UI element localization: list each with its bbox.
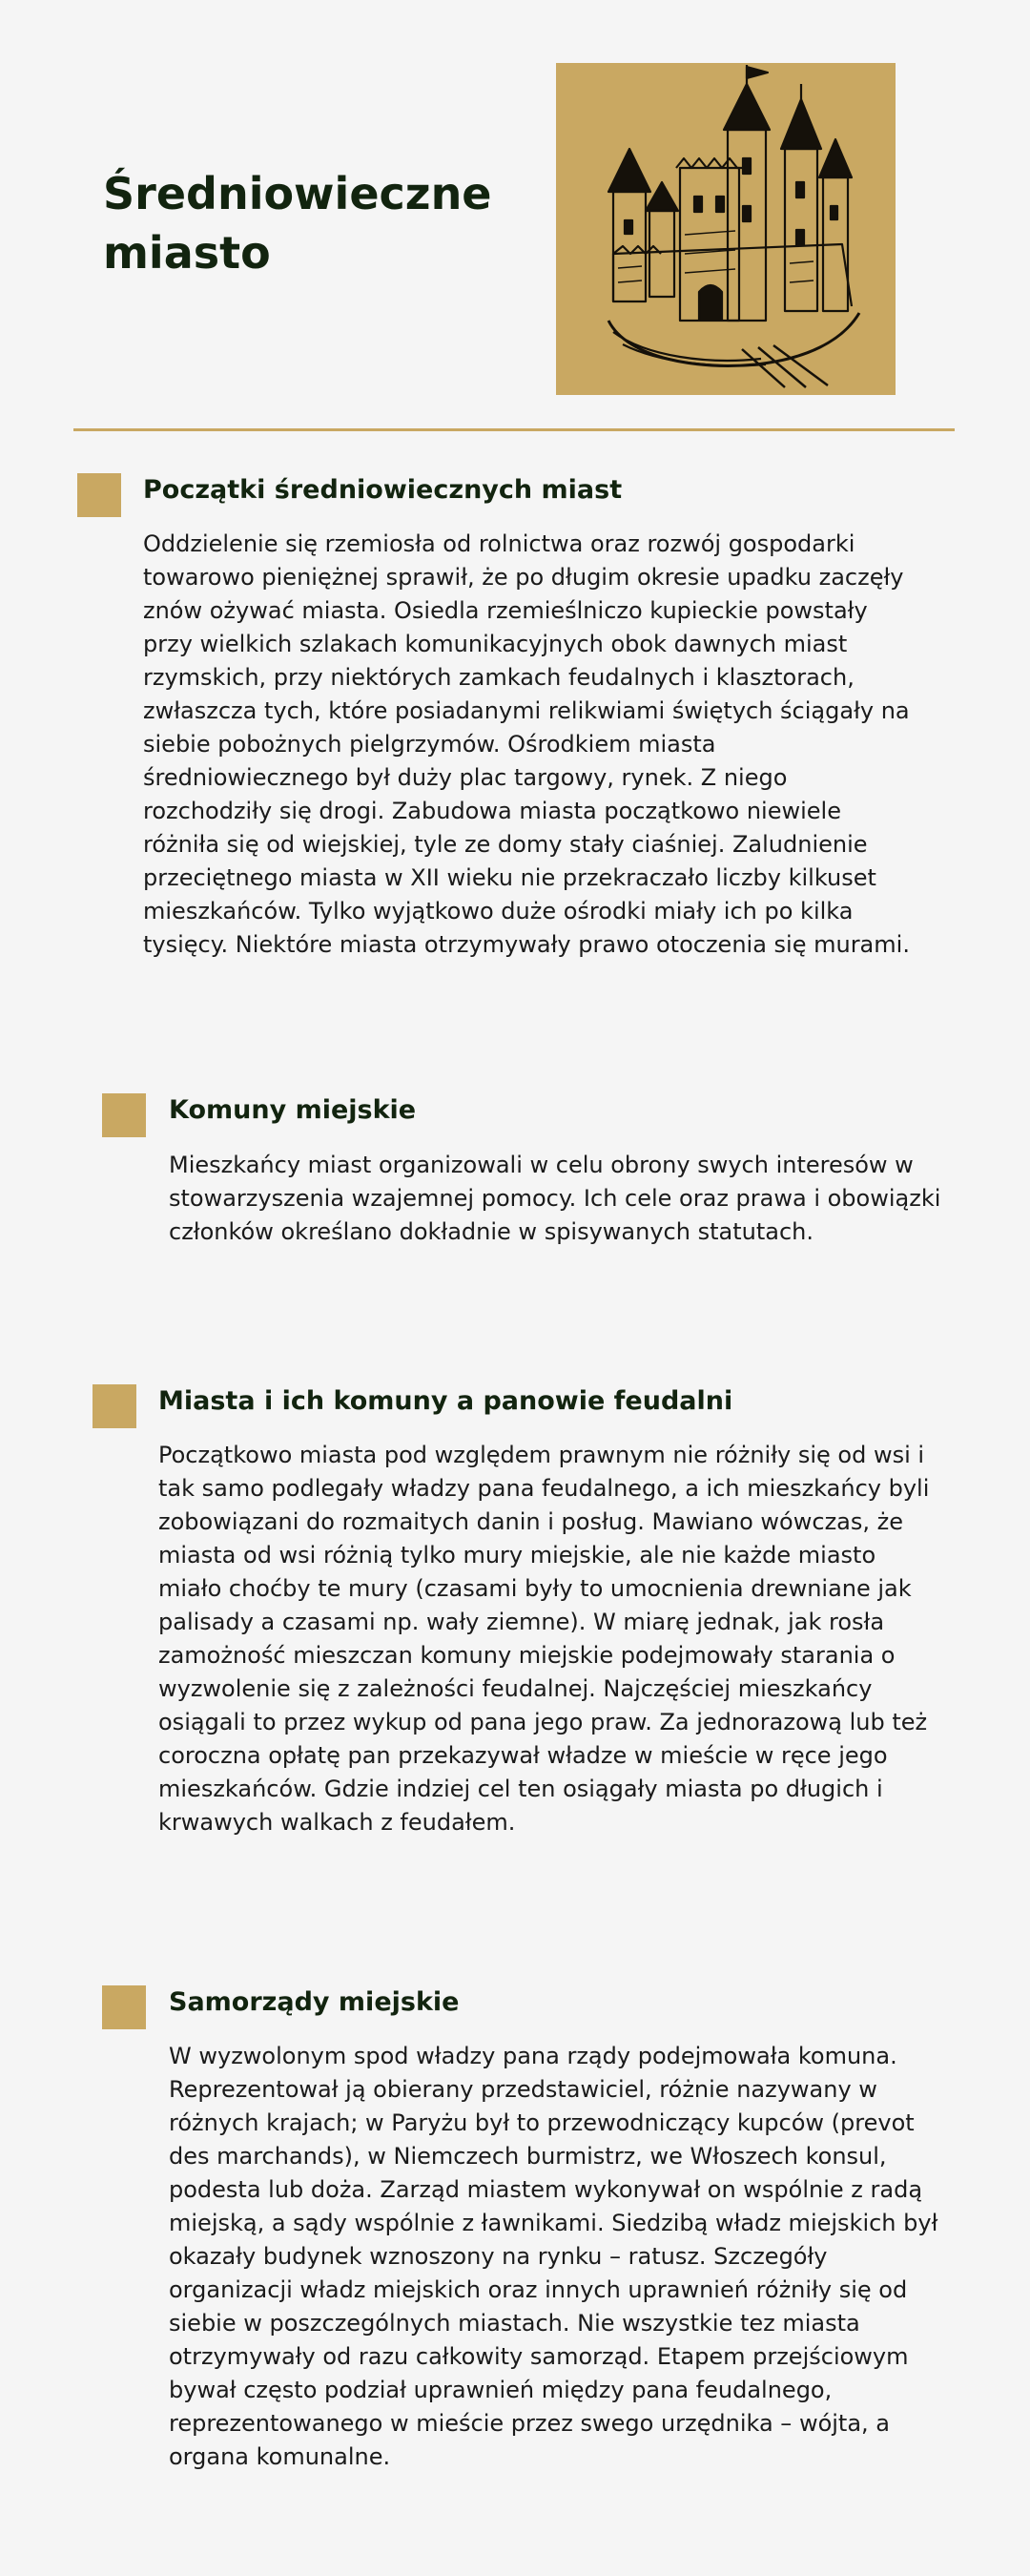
- section-marker: [93, 1384, 136, 1428]
- section-heading: Początki średniowiecznych miast: [143, 475, 623, 505]
- section-body: Oddzielenie się rzemiosła od rolnictwa oraz rozwój gospodarki towarowo pieniężnej sprawił, że po długim okresie upadku zaczęły znów ożywać miasta. Osiedla rzemieślniczo kupieckie powstały przy wielkich szlakach komunikacyjnych obok dawnych miast rzymskich, przy niektórych zamkach feudalnych i klasztorach, zwłaszcza tych, które posiadanymi relikwiami świętych ściągały na siebie pobożnych pielgrzymów. Ośrodkiem miasta średniowiecznego był duży plac targowy, rynek. Z niego rozchodziły się drogi. Zabudowa miasta początkowo niewiele różniła się od wiejskiej, tyle ze domy stały ciaśniej. Zaludnienie przeciętnego miasta w XII wieku nie przekraczało liczby kilkuset mieszkańców. Tylko wyjątkowo duże ośrodki miały ich po kilka tysięcy. Niektóre miasta otrzymywały prawo otoczenia się murami.: [143, 530, 910, 958]
- section-heading: Samorządy miejskie: [169, 1987, 460, 2017]
- header-divider: [73, 428, 955, 431]
- section-heading: Miasta i ich komuny a panowie feudalni: [158, 1386, 733, 1416]
- section-marker: [77, 473, 121, 517]
- castle-icon: [556, 63, 896, 395]
- section-marker: [102, 1985, 146, 2029]
- section-body: W wyzwolonym spod władzy pana rządy podejmowała komuna. Reprezentował ją obierany przedstawiciel, różnie nazywany w różnych krajach; w Paryżu był to przewodniczący kupców (prevot des marchands), w Niemczech burmistrz, we Włoszech konsul, podesta lub doża. Zarząd miastem wykonywał on wspólnie z radą miejską, a sądy wspólnie z ławnikami. Siedzibą władz miejskich był okazały budynek wznoszony na rynku – ratusz. Szczegóły organizacji władz miejskich oraz innych uprawnień różniły się od siebie w poszczególnych miastach. Nie wszystkie tez miasta otrzymywały od razu całkowity samorząd. Etapem przejściowym bywał często podział uprawnień między pana feudalnego, reprezentowanego w mieście przez swego urzędnika – wójta, a organa komunalne.: [169, 2043, 938, 2470]
- section-heading: Komuny miejskie: [169, 1095, 417, 1125]
- section-body: Początkowo miasta pod względem prawnym nie różniły się od wsi i tak samo podlegały władzy pana feudalnego, a ich mieszkańcy byli zobowiązani do rozmaitych danin i posług. Mawiano wówczas, że miasta od wsi różnią tylko mury miejskie, ale nie każde miasto miało choćby te mury (czasami były to umocnienia drewniane jak palisady a czasami np. wały ziemne). W miarę jednak, jak rosła zamożność mieszczan komuny miejskie podejmowały starania o wyzwolenie się z zależności feudalnej. Najczęściej mieszkańcy osiągali to przez wykup od pana jego praw. Za jednorazową lub też coroczna opłatę pan przekazywał władze w mieście w ręce jego mieszkańców. Gdzie indziej cel ten osiągały miasta po długich i krwawych walkach z feudałem.: [158, 1442, 930, 1836]
- castle-illustration: [556, 63, 896, 395]
- section-body: Mieszkańcy miast organizowali w celu obrony swych interesów w stowarzyszenia wzajemnej pomocy. Ich cele oraz prawa i obowiązki członków określano dokładnie w spisywanych statutach.: [169, 1152, 941, 1245]
- section-marker: [102, 1093, 146, 1137]
- page-title: Średniowieczne miasto: [103, 168, 492, 279]
